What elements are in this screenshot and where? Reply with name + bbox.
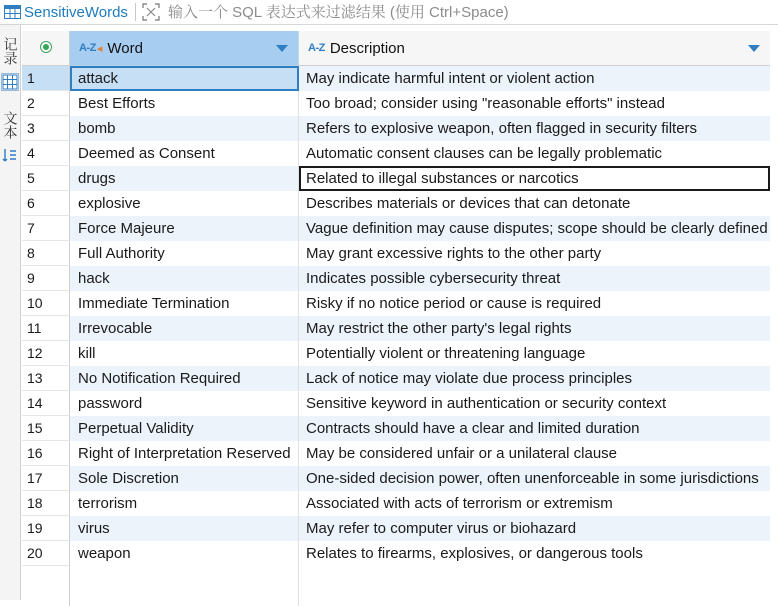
cell-word[interactable]: terrorism [70,491,299,516]
table-row[interactable] [22,241,770,266]
sort-indicator-icon: ◂ [96,42,103,55]
table-row[interactable] [22,416,770,441]
toolbar-divider [135,3,136,21]
cell-description[interactable]: Describes materials or devices that can detonate [306,195,631,212]
row-number[interactable]: 14 [22,391,70,416]
cell-word[interactable]: Force Majeure [70,216,299,241]
row-number[interactable]: 18 [22,491,70,516]
table-row[interactable] [22,66,770,91]
records-panel-label: 记录 [2,37,19,65]
cell-description[interactable]: Related to illegal substances or narcotics [299,166,770,191]
table-row[interactable] [22,266,770,291]
cell-description[interactable]: Too broad; consider using "reasonable efforts" instead [306,95,665,112]
cell-word[interactable]: No Notification Required [70,366,299,391]
cell-description[interactable]: Associated with acts of terrorism or extremism [306,495,613,512]
cell-description[interactable]: Contracts should have a clear and limited duration [299,416,770,441]
table-row[interactable] [22,316,770,341]
table-row[interactable] [22,491,770,516]
row-number-gutter [22,566,70,606]
cell-word[interactable]: virus [70,516,299,541]
column-header-description[interactable] [299,31,770,66]
row-number[interactable]: 3 [22,116,70,141]
row-number[interactable]: 5 [22,166,70,191]
cell-word[interactable]: Deemed as Consent [70,141,299,166]
cell-description[interactable]: Lack of notice may violate due process principles [299,366,770,391]
left-panel-bar [0,25,21,600]
cell-description[interactable]: Indicates possible cybersecurity threat [299,266,770,291]
table-row[interactable] [22,91,770,116]
table-row[interactable] [22,366,770,391]
filter-dropdown-icon[interactable] [748,45,760,52]
grid-icon[interactable] [1,73,19,91]
column-header-word-label: Word [107,39,143,57]
cell-description[interactable]: May be considered unfair or a unilateral clause [306,445,618,462]
cell-word[interactable]: Perpetual Validity [70,416,299,441]
text-panel-label: 文本 [2,111,19,139]
empty-grid-area [22,566,770,606]
cell-word[interactable]: explosive [70,191,299,216]
cell-word[interactable]: drugs [70,166,299,191]
row-number[interactable]: 8 [22,241,70,266]
cell-description[interactable]: Potentially violent or threatening language [306,345,586,362]
row-number[interactable]: 13 [22,366,70,391]
filter-icon[interactable] [142,3,160,21]
table-row[interactable] [22,191,770,216]
filter-input[interactable] [166,1,778,23]
cell-word[interactable]: Best Efforts [70,91,299,116]
cell-word[interactable]: Immediate Termination [70,291,299,316]
cell-word[interactable]: kill [70,341,299,366]
table-row[interactable] [22,166,770,191]
row-number[interactable]: 17 [22,466,70,491]
table-row[interactable] [22,441,770,466]
cell-description[interactable]: Vague definition may cause disputes; scope should be clearly defined [299,216,770,241]
row-number[interactable]: 15 [22,416,70,441]
cell-description[interactable]: Relates to firearms, explosives, or dangerous tools [306,545,643,562]
select-all-icon[interactable] [40,40,52,57]
cell-description[interactable]: Refers to explosive weapon, often flagged in security filters [299,116,770,141]
table-row[interactable] [22,216,770,241]
row-number-header[interactable] [22,31,70,66]
cell-word[interactable]: Full Authority [70,241,299,266]
row-number[interactable]: 19 [22,516,70,541]
cell-word[interactable]: Irrevocable [70,316,299,341]
filter-dropdown-icon[interactable] [276,45,288,52]
cell-word[interactable]: hack [70,266,299,291]
table-row[interactable] [22,391,770,416]
cell-description[interactable]: May restrict the other party's legal rights [299,316,770,341]
table-name-label[interactable]: SensitiveWords [24,3,128,21]
cell-description[interactable]: May grant excessive rights to the other party [306,245,602,262]
row-number[interactable]: 6 [22,191,70,216]
cell-description[interactable]: One-sided decision power, often unenforceable in some jurisdictions [299,466,770,491]
table-row[interactable] [22,466,770,491]
cell-word[interactable]: bomb [70,116,299,141]
row-number[interactable]: 10 [22,291,70,316]
cell-description[interactable]: May refer to computer virus or biohazard [299,516,770,541]
row-number[interactable]: 20 [22,541,70,566]
row-number[interactable]: 9 [22,266,70,291]
row-number[interactable]: 2 [22,91,70,116]
cell-description[interactable]: Automatic consent clauses can be legally problematic [306,145,663,162]
table-icon [4,5,21,19]
table-row[interactable] [22,291,770,316]
results-toolbar [0,0,778,25]
table-row[interactable] [22,541,770,566]
cell-description[interactable]: Risky if no notice period or cause is required [306,295,602,312]
column-header-description-label: Description [329,39,405,57]
row-number[interactable]: 16 [22,441,70,466]
text-panel-tab[interactable] [1,111,20,142]
row-number[interactable]: 4 [22,141,70,166]
cell-word[interactable]: weapon [70,541,299,566]
table-row[interactable] [22,116,770,141]
column-header-word[interactable] [70,31,299,66]
panels-icon[interactable] [2,147,18,165]
cell-word[interactable]: attack [70,66,299,91]
records-panel-tab[interactable] [1,37,20,68]
table-row[interactable] [22,141,770,166]
cell-word[interactable]: password [70,391,299,416]
empty-cell [70,566,299,606]
string-type-icon: A-Z [79,42,96,54]
string-type-icon: A-Z [308,42,325,54]
row-number[interactable]: 12 [22,341,70,366]
table-row[interactable] [22,341,770,366]
row-number[interactable]: 1 [22,66,70,91]
cell-word[interactable]: Right of Interpretation Reserved [70,441,299,466]
cell-word[interactable]: Sole Discretion [70,466,299,491]
cell-description[interactable]: Sensitive keyword in authentication or security context [306,395,667,412]
row-number[interactable]: 7 [22,216,70,241]
cell-description[interactable]: May indicate harmful intent or violent action [299,66,770,91]
row-number[interactable]: 11 [22,316,70,341]
table-row[interactable] [22,516,770,541]
